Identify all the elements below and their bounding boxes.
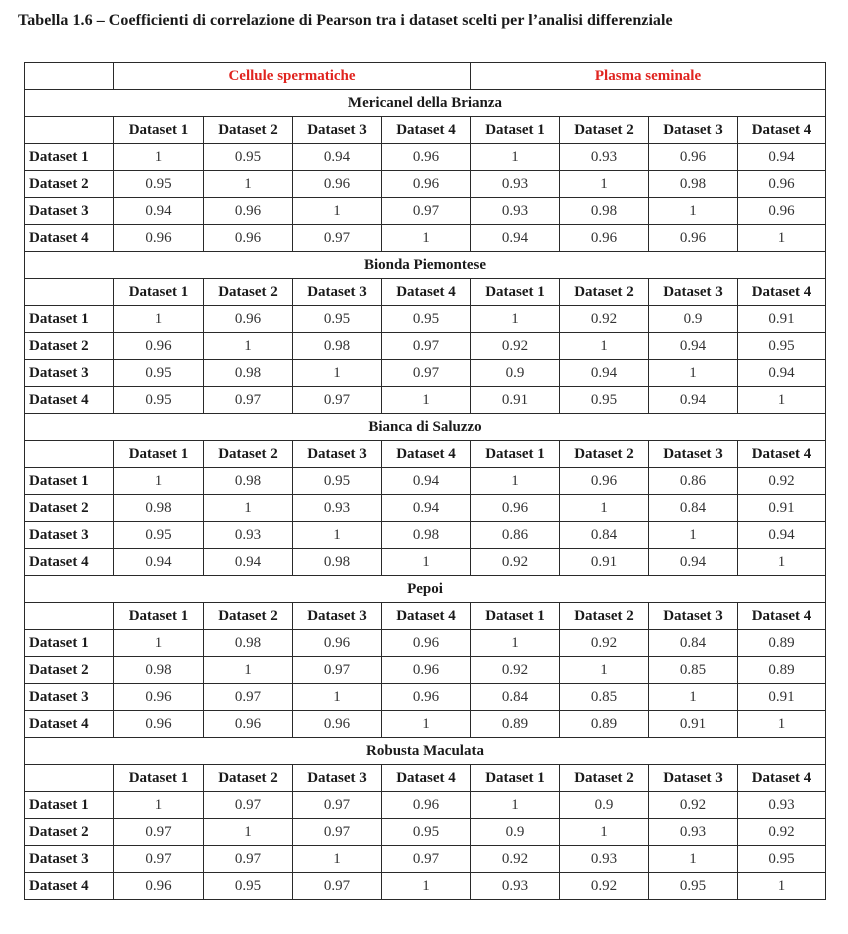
table-cell: 0.96 xyxy=(382,630,471,657)
column-header: Dataset 3 xyxy=(293,765,382,792)
table-cell: 1 xyxy=(738,873,826,900)
table-cell: 0.96 xyxy=(382,657,471,684)
column-header: Dataset 3 xyxy=(649,441,738,468)
table-cell: 0.95 xyxy=(204,873,293,900)
column-header: Dataset 3 xyxy=(649,279,738,306)
table-cell: 0.92 xyxy=(560,306,649,333)
column-header: Dataset 2 xyxy=(560,603,649,630)
table-cell: 0.96 xyxy=(382,144,471,171)
table-cell: 0.96 xyxy=(114,225,204,252)
table-cell: 1 xyxy=(649,522,738,549)
row-header: Dataset 1 xyxy=(25,468,114,495)
group-heading-seminal-plasma: Plasma seminale xyxy=(471,63,826,90)
table-row xyxy=(25,198,826,225)
table-cell: 1 xyxy=(649,846,738,873)
column-header: Dataset 2 xyxy=(560,117,649,144)
table-cell: 1 xyxy=(114,144,204,171)
table-cell: 0.98 xyxy=(204,630,293,657)
table-cell: 0.96 xyxy=(382,684,471,711)
section-title-row xyxy=(25,90,826,117)
table-cell: 1 xyxy=(738,225,826,252)
table-cell: 0.98 xyxy=(649,171,738,198)
table-cell: 0.97 xyxy=(114,819,204,846)
table-cell: 0.98 xyxy=(204,468,293,495)
table-cell: 1 xyxy=(293,360,382,387)
table-cell: 0.98 xyxy=(293,549,382,576)
table-caption: Tabella 1.6 – Coefficienti di correlazione di Pearson tra i dataset scelti per l’analisi differenziale xyxy=(18,12,673,29)
table-cell: 0.89 xyxy=(738,657,826,684)
table-cell: 0.9 xyxy=(471,819,560,846)
row-header: Dataset 1 xyxy=(25,306,114,333)
table-cell: 0.97 xyxy=(293,657,382,684)
column-header: Dataset 1 xyxy=(114,441,204,468)
table-cell: 0.95 xyxy=(293,306,382,333)
table-cell: 0.96 xyxy=(204,711,293,738)
table-cell: 0.95 xyxy=(738,333,826,360)
table-cell: 1 xyxy=(560,657,649,684)
table-cell: 0.96 xyxy=(649,225,738,252)
row-header: Dataset 2 xyxy=(25,171,114,198)
table-cell: 0.97 xyxy=(204,846,293,873)
column-header: Dataset 1 xyxy=(471,603,560,630)
table-cell: 0.92 xyxy=(649,792,738,819)
table-cell: 0.95 xyxy=(114,360,204,387)
column-header-corner xyxy=(25,117,114,144)
table-row xyxy=(25,387,826,414)
table-cell: 0.92 xyxy=(471,657,560,684)
column-header: Dataset 4 xyxy=(382,441,471,468)
table-cell: 1 xyxy=(738,387,826,414)
table-cell: 0.91 xyxy=(560,549,649,576)
group-heading-sperm-cells: Cellule spermatiche xyxy=(114,63,471,90)
column-header-row xyxy=(25,117,826,144)
table-cell: 0.94 xyxy=(649,387,738,414)
column-header: Dataset 3 xyxy=(649,117,738,144)
row-header: Dataset 2 xyxy=(25,819,114,846)
column-header-corner xyxy=(25,279,114,306)
section-title: Bionda Piemontese xyxy=(25,252,826,279)
table-cell: 1 xyxy=(738,711,826,738)
table-cell: 1 xyxy=(471,468,560,495)
table-cell: 0.96 xyxy=(738,171,826,198)
table-cell: 1 xyxy=(204,819,293,846)
table-row xyxy=(25,549,826,576)
column-header-row xyxy=(25,603,826,630)
table-cell: 0.94 xyxy=(738,144,826,171)
table-cell: 1 xyxy=(204,333,293,360)
table-cell: 0.91 xyxy=(738,495,826,522)
column-header: Dataset 4 xyxy=(738,603,826,630)
table-cell: 0.96 xyxy=(114,873,204,900)
table-cell: 0.97 xyxy=(293,387,382,414)
table-cell: 0.91 xyxy=(738,684,826,711)
table-cell: 0.98 xyxy=(560,198,649,225)
column-header-row xyxy=(25,765,826,792)
table-cell: 0.94 xyxy=(649,333,738,360)
row-header: Dataset 2 xyxy=(25,333,114,360)
table-cell: 0.94 xyxy=(114,549,204,576)
table-row xyxy=(25,846,826,873)
table-cell: 0.97 xyxy=(293,819,382,846)
column-header: Dataset 3 xyxy=(649,603,738,630)
table-cell: 0.91 xyxy=(471,387,560,414)
table-cell: 0.93 xyxy=(560,846,649,873)
table-cell: 0.94 xyxy=(114,198,204,225)
row-header: Dataset 1 xyxy=(25,792,114,819)
table-cell: 0.97 xyxy=(293,873,382,900)
table-body xyxy=(25,63,826,900)
table-row xyxy=(25,495,826,522)
row-header: Dataset 3 xyxy=(25,360,114,387)
column-header-corner xyxy=(25,441,114,468)
table-cell: 0.9 xyxy=(649,306,738,333)
table-cell: 1 xyxy=(204,495,293,522)
table-cell: 0.94 xyxy=(471,225,560,252)
column-header: Dataset 1 xyxy=(471,279,560,306)
table-cell: 1 xyxy=(293,846,382,873)
section-title: Pepoi xyxy=(25,576,826,603)
row-header: Dataset 4 xyxy=(25,225,114,252)
table-cell: 0.91 xyxy=(649,711,738,738)
table-cell: 1 xyxy=(382,711,471,738)
table-cell: 0.84 xyxy=(471,684,560,711)
table-cell: 0.97 xyxy=(382,360,471,387)
section-title-row xyxy=(25,738,826,765)
corner-cell xyxy=(25,63,114,90)
table-cell: 0.92 xyxy=(738,468,826,495)
table-cell: 0.94 xyxy=(649,549,738,576)
section-title: Bianca di Saluzzo xyxy=(25,414,826,441)
column-header: Dataset 1 xyxy=(471,765,560,792)
table-row xyxy=(25,333,826,360)
table-cell: 1 xyxy=(382,387,471,414)
table-cell: 1 xyxy=(382,549,471,576)
row-header: Dataset 3 xyxy=(25,198,114,225)
table-cell: 0.98 xyxy=(114,657,204,684)
table-cell: 0.95 xyxy=(560,387,649,414)
row-header: Dataset 4 xyxy=(25,711,114,738)
column-header-row xyxy=(25,441,826,468)
row-header: Dataset 4 xyxy=(25,873,114,900)
row-header: Dataset 3 xyxy=(25,846,114,873)
table-row xyxy=(25,819,826,846)
table-cell: 1 xyxy=(471,630,560,657)
table-cell: 0.95 xyxy=(738,846,826,873)
table-cell: 0.93 xyxy=(738,792,826,819)
table-cell: 0.96 xyxy=(738,198,826,225)
table-cell: 1 xyxy=(649,684,738,711)
column-header: Dataset 2 xyxy=(204,603,293,630)
column-header: Dataset 3 xyxy=(293,603,382,630)
table-cell: 0.96 xyxy=(382,171,471,198)
table-cell: 0.92 xyxy=(738,819,826,846)
table-cell: 0.93 xyxy=(293,495,382,522)
column-header: Dataset 1 xyxy=(471,441,560,468)
table-cell: 1 xyxy=(114,306,204,333)
table-row xyxy=(25,144,826,171)
table-cell: 0.94 xyxy=(382,495,471,522)
table-cell: 0.96 xyxy=(114,333,204,360)
table-cell: 0.92 xyxy=(560,873,649,900)
table-cell: 0.96 xyxy=(382,792,471,819)
table-cell: 0.97 xyxy=(293,225,382,252)
table-cell: 0.93 xyxy=(560,144,649,171)
table-cell: 0.92 xyxy=(560,630,649,657)
table-cell: 1 xyxy=(114,468,204,495)
table-row xyxy=(25,468,826,495)
column-header: Dataset 4 xyxy=(738,441,826,468)
table-cell: 1 xyxy=(738,549,826,576)
table-cell: 0.85 xyxy=(649,657,738,684)
table-cell: 0.96 xyxy=(649,144,738,171)
table-cell: 0.95 xyxy=(382,306,471,333)
section-title: Robusta Maculata xyxy=(25,738,826,765)
table-cell: 0.96 xyxy=(293,171,382,198)
table-cell: 0.96 xyxy=(114,684,204,711)
table-cell: 0.98 xyxy=(293,333,382,360)
table-cell: 0.96 xyxy=(204,306,293,333)
table-cell: 0.97 xyxy=(204,387,293,414)
table-cell: 0.97 xyxy=(114,846,204,873)
table-cell: 0.96 xyxy=(293,630,382,657)
table-cell: 0.97 xyxy=(204,792,293,819)
table-row xyxy=(25,684,826,711)
table-cell: 0.89 xyxy=(738,630,826,657)
table-cell: 0.97 xyxy=(293,792,382,819)
table-cell: 0.9 xyxy=(560,792,649,819)
column-header: Dataset 2 xyxy=(560,765,649,792)
table-cell: 0.97 xyxy=(382,333,471,360)
table-cell: 0.85 xyxy=(560,684,649,711)
column-header: Dataset 2 xyxy=(204,441,293,468)
table-cell: 1 xyxy=(471,792,560,819)
table-cell: 0.95 xyxy=(382,819,471,846)
table-cell: 0.95 xyxy=(293,468,382,495)
column-header: Dataset 2 xyxy=(560,441,649,468)
column-header: Dataset 2 xyxy=(204,117,293,144)
table-cell: 0.84 xyxy=(649,630,738,657)
table-row xyxy=(25,630,826,657)
table-cell: 0.84 xyxy=(649,495,738,522)
table-cell: 0.97 xyxy=(382,846,471,873)
column-header-row xyxy=(25,279,826,306)
table-cell: 0.92 xyxy=(471,846,560,873)
table-cell: 0.95 xyxy=(114,171,204,198)
table-cell: 0.96 xyxy=(560,468,649,495)
table-cell: 1 xyxy=(204,171,293,198)
row-header: Dataset 1 xyxy=(25,144,114,171)
table-cell: 0.95 xyxy=(114,522,204,549)
table-row xyxy=(25,225,826,252)
table-cell: 1 xyxy=(293,198,382,225)
table-cell: 0.96 xyxy=(471,495,560,522)
column-header-corner xyxy=(25,603,114,630)
column-header: Dataset 4 xyxy=(738,279,826,306)
row-header: Dataset 3 xyxy=(25,522,114,549)
column-header: Dataset 4 xyxy=(382,279,471,306)
table-cell: 1 xyxy=(293,522,382,549)
group-header-row xyxy=(25,63,826,90)
table-row xyxy=(25,711,826,738)
table-cell: 1 xyxy=(649,360,738,387)
table-cell: 1 xyxy=(649,198,738,225)
table-cell: 1 xyxy=(560,171,649,198)
table-cell: 1 xyxy=(471,306,560,333)
row-header: Dataset 3 xyxy=(25,684,114,711)
table-cell: 0.89 xyxy=(560,711,649,738)
row-header: Dataset 4 xyxy=(25,387,114,414)
column-header: Dataset 3 xyxy=(649,765,738,792)
table-row xyxy=(25,792,826,819)
column-header: Dataset 4 xyxy=(738,117,826,144)
column-header: Dataset 4 xyxy=(382,117,471,144)
column-header: Dataset 1 xyxy=(114,603,204,630)
table-cell: 0.96 xyxy=(204,225,293,252)
table-cell: 0.95 xyxy=(649,873,738,900)
section-title-row xyxy=(25,576,826,603)
column-header: Dataset 3 xyxy=(293,441,382,468)
table-cell: 0.86 xyxy=(471,522,560,549)
table-cell: 0.95 xyxy=(114,387,204,414)
table-cell: 0.95 xyxy=(204,144,293,171)
table-cell: 0.93 xyxy=(204,522,293,549)
table-cell: 0.93 xyxy=(471,171,560,198)
table-cell: 1 xyxy=(560,333,649,360)
table-cell: 0.98 xyxy=(114,495,204,522)
table-cell: 0.97 xyxy=(204,684,293,711)
table-cell: 0.9 xyxy=(471,360,560,387)
column-header: Dataset 1 xyxy=(114,279,204,306)
column-header: Dataset 1 xyxy=(114,765,204,792)
column-header: Dataset 3 xyxy=(293,117,382,144)
table-row xyxy=(25,306,826,333)
table-cell: 0.97 xyxy=(382,198,471,225)
table-cell: 0.94 xyxy=(738,522,826,549)
table-cell: 0.96 xyxy=(114,711,204,738)
table-cell: 0.86 xyxy=(649,468,738,495)
table-cell: 1 xyxy=(293,684,382,711)
table-cell: 0.93 xyxy=(471,873,560,900)
column-header: Dataset 1 xyxy=(114,117,204,144)
table-row xyxy=(25,360,826,387)
column-header: Dataset 1 xyxy=(471,117,560,144)
table-row xyxy=(25,171,826,198)
table-cell: 0.94 xyxy=(738,360,826,387)
column-header: Dataset 4 xyxy=(738,765,826,792)
table-cell: 0.93 xyxy=(649,819,738,846)
table-cell: 1 xyxy=(560,495,649,522)
table-cell: 0.96 xyxy=(560,225,649,252)
table-cell: 0.98 xyxy=(382,522,471,549)
table-row xyxy=(25,522,826,549)
column-header: Dataset 2 xyxy=(560,279,649,306)
table-cell: 0.96 xyxy=(204,198,293,225)
table-cell: 1 xyxy=(382,873,471,900)
section-title-row xyxy=(25,414,826,441)
table-cell: 0.96 xyxy=(293,711,382,738)
table-cell: 1 xyxy=(204,657,293,684)
table-cell: 0.94 xyxy=(560,360,649,387)
column-header: Dataset 2 xyxy=(204,765,293,792)
table-cell: 0.94 xyxy=(293,144,382,171)
table-cell: 1 xyxy=(382,225,471,252)
column-header: Dataset 3 xyxy=(293,279,382,306)
correlation-table xyxy=(24,62,826,900)
column-header: Dataset 4 xyxy=(382,603,471,630)
section-title-row xyxy=(25,252,826,279)
row-header: Dataset 2 xyxy=(25,657,114,684)
table-cell: 0.98 xyxy=(204,360,293,387)
table-cell: 1 xyxy=(471,144,560,171)
column-header: Dataset 2 xyxy=(204,279,293,306)
table-cell: 0.94 xyxy=(382,468,471,495)
table-row xyxy=(25,657,826,684)
table-cell: 0.94 xyxy=(204,549,293,576)
column-header: Dataset 4 xyxy=(382,765,471,792)
table-cell: 0.93 xyxy=(471,198,560,225)
row-header: Dataset 4 xyxy=(25,549,114,576)
table-cell: 0.91 xyxy=(738,306,826,333)
table-cell: 1 xyxy=(114,630,204,657)
row-header: Dataset 1 xyxy=(25,630,114,657)
section-title: Mericanel della Brianza xyxy=(25,90,826,117)
table-cell: 0.92 xyxy=(471,549,560,576)
table-row xyxy=(25,873,826,900)
row-header: Dataset 2 xyxy=(25,495,114,522)
table-cell: 1 xyxy=(114,792,204,819)
table-cell: 1 xyxy=(560,819,649,846)
table-cell: 0.84 xyxy=(560,522,649,549)
table-cell: 0.92 xyxy=(471,333,560,360)
column-header-corner xyxy=(25,765,114,792)
table-cell: 0.89 xyxy=(471,711,560,738)
